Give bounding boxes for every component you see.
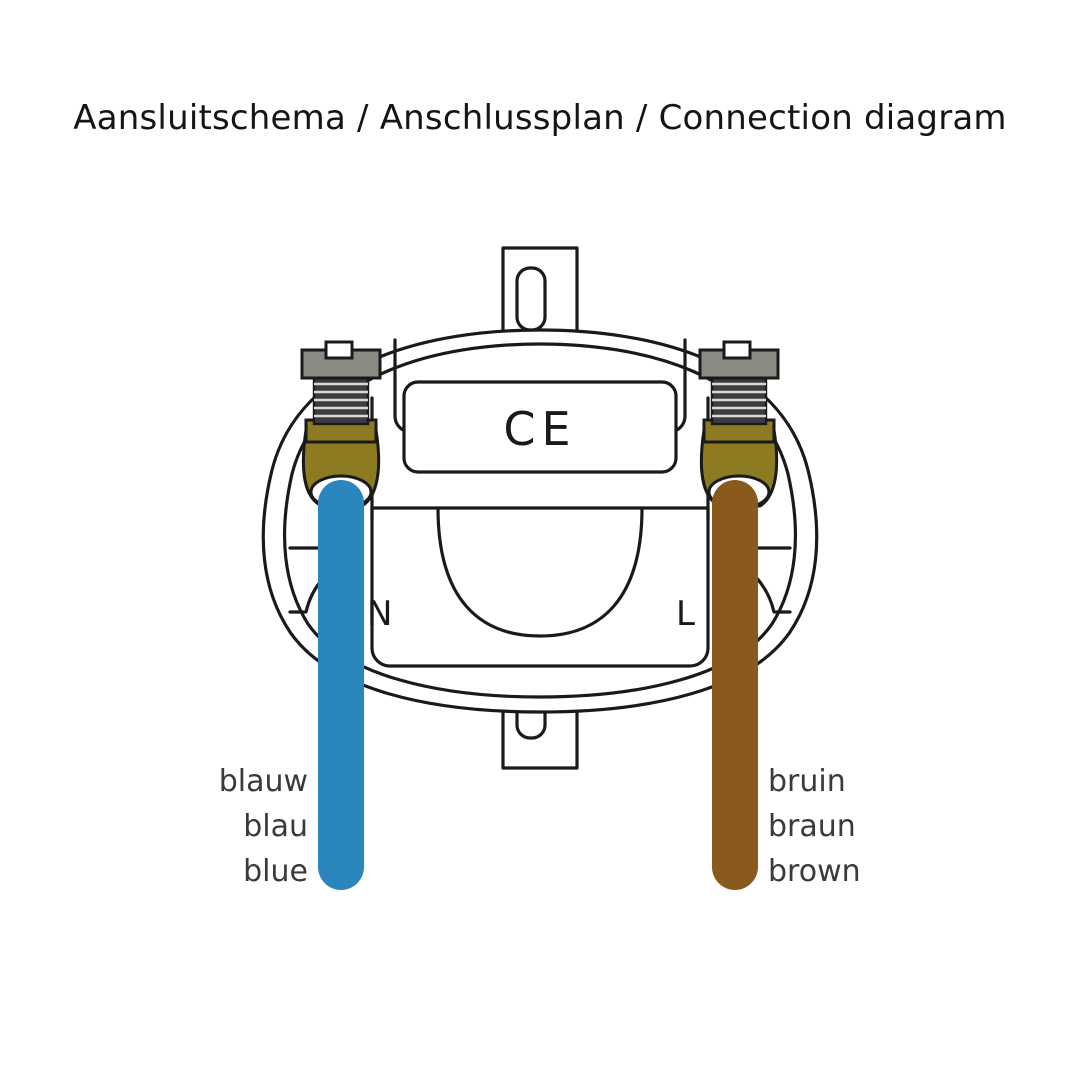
live-screw-slot	[724, 342, 750, 358]
live-screw-threads	[712, 376, 766, 424]
neutral-label-de: blau	[243, 809, 308, 844]
neutral-label-en: blue	[243, 854, 308, 889]
page-title: Aansluitschema / Anschlussplan / Connection diagram	[73, 98, 1007, 138]
neutral-screw-threads	[314, 376, 368, 424]
neutral-screw-slot	[326, 342, 352, 358]
neutral-wire	[318, 480, 364, 890]
live-label-en: brown	[768, 854, 861, 889]
ce-mark-label: CE	[503, 402, 577, 456]
live-wire	[712, 480, 758, 890]
live-label-de: braun	[768, 809, 856, 844]
top-earth-slot	[517, 268, 545, 330]
live-label-nl: bruin	[768, 764, 846, 799]
neutral-terminal-label: N	[367, 594, 393, 634]
live-terminal-label: L	[676, 594, 695, 634]
neutral-label-nl: blauw	[218, 764, 308, 799]
